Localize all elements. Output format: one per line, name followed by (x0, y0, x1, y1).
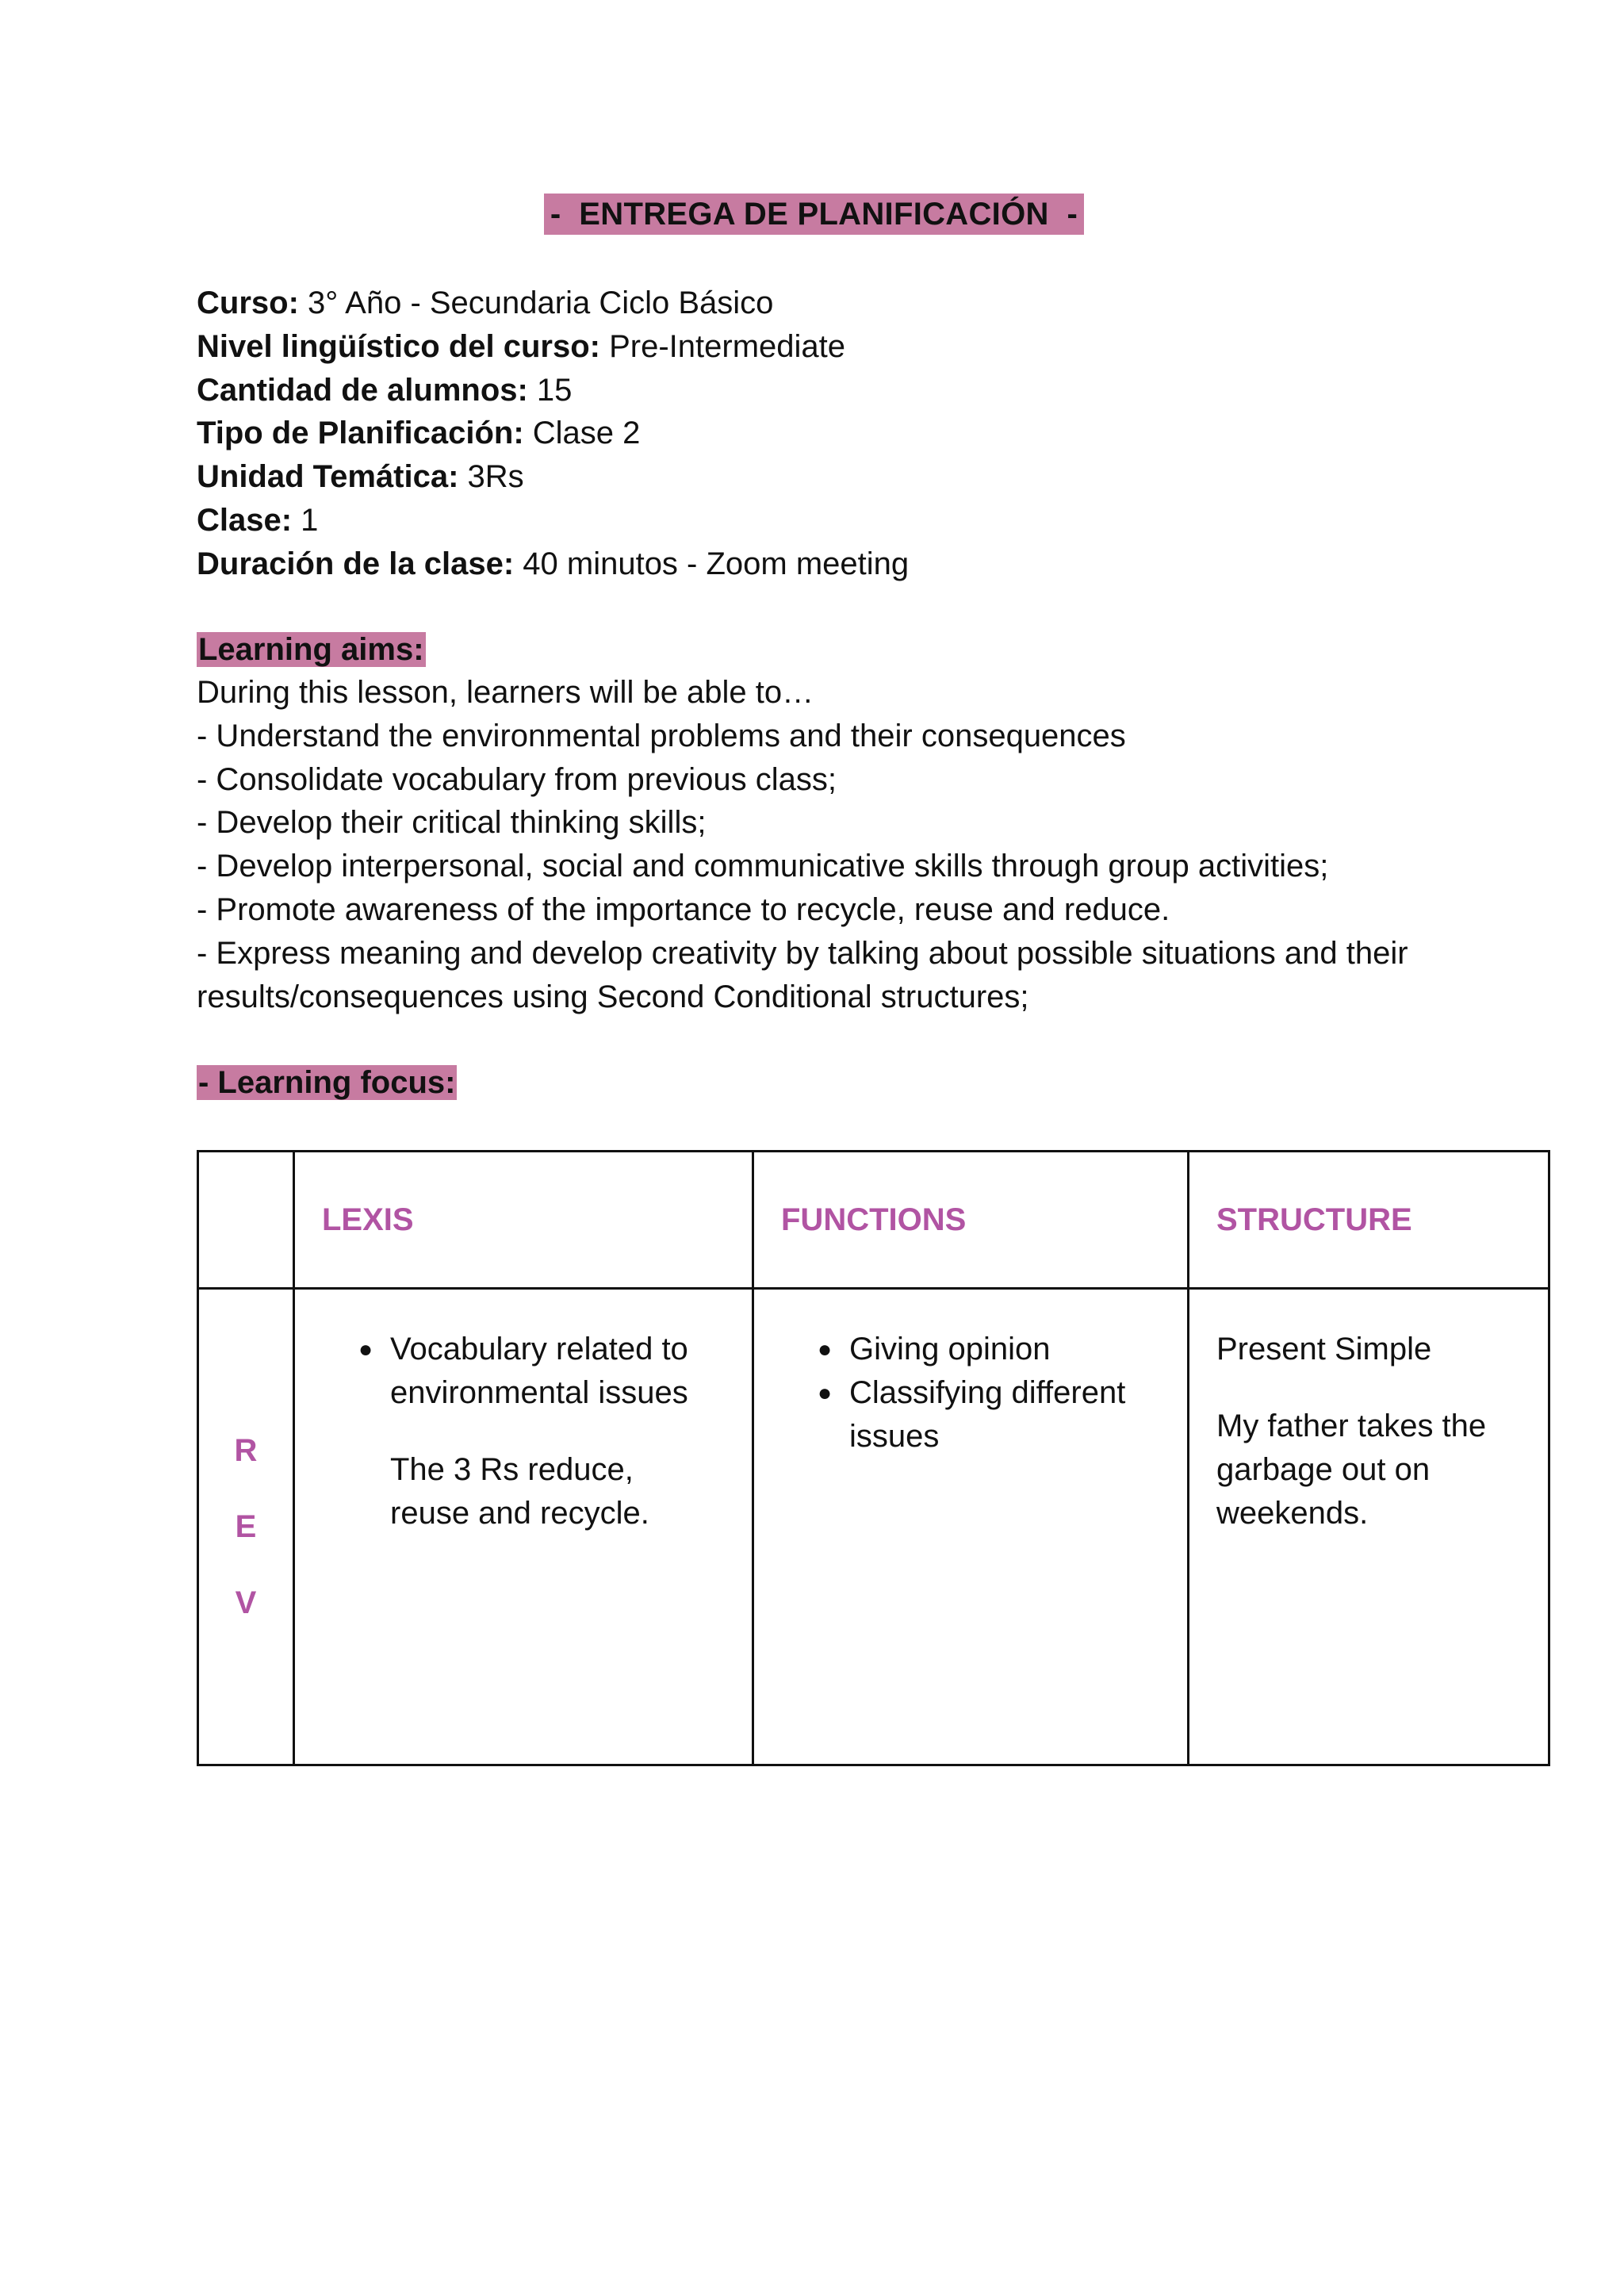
info-label: Clase: (197, 502, 293, 538)
info-label: Nivel lingüístico del curso: (197, 328, 600, 364)
lexis-list (322, 1328, 728, 1415)
info-row-nivel (197, 325, 909, 369)
aim-item: - Express meaning and develop creativity by talking about possible situations and their (197, 935, 1408, 971)
info-value: Pre-Intermediate (599, 328, 846, 364)
course-info (197, 282, 909, 586)
list-item: ● Classifying different issues (781, 1371, 1163, 1458)
rev-letter: V (235, 1585, 257, 1620)
learning-aims-heading-row (197, 628, 426, 671)
learning-focus-table (197, 1150, 1550, 1766)
functions-list (781, 1328, 1163, 1458)
info-label: Curso: (197, 286, 299, 320)
bullet-icon: ● (358, 1336, 373, 1363)
info-row-curso (197, 282, 909, 325)
structure-title: Present Simple (1216, 1332, 1432, 1366)
header-functions: FUNCTIONS (753, 1152, 1189, 1289)
title-row (0, 194, 1624, 235)
bullet-icon: ● (818, 1380, 833, 1406)
aim-item: - Promote awareness of the importance to recycle, reuse and reduce. (197, 891, 1170, 927)
rev-label-cell (198, 1289, 294, 1765)
info-label: Cantidad de alumnos: (197, 372, 528, 408)
learning-focus-heading: - Learning focus: (198, 1065, 456, 1100)
info-label: Unidad Temática: (197, 459, 459, 495)
rev-letter: R (234, 1433, 258, 1468)
info-row-tipo (197, 412, 909, 455)
info-label: Tipo de Planificación: (197, 416, 524, 451)
lexis-extra: The 3 Rs reduce, reuse and recycle. (390, 1452, 649, 1531)
bullet-icon: ● (818, 1336, 833, 1363)
aim-item: - Consolidate vocabulary from previous class; (197, 761, 837, 797)
info-value: Clase 2 (523, 416, 641, 451)
table-row-rev (198, 1289, 1549, 1765)
aim-item: - Understand the environmental problems and their consequences (197, 718, 1126, 753)
info-value: 3Rs (458, 459, 524, 495)
info-row-cantidad (197, 369, 909, 412)
learning-focus-heading-row (197, 1061, 457, 1104)
info-value: 40 minutos - Zoom meeting (514, 546, 910, 581)
table-header-row (198, 1152, 1549, 1289)
aim-item-continuation: results/consequences using Second Conditional structures; (197, 979, 1029, 1014)
structure-example: My father takes the garbage out on weekends. (1216, 1409, 1487, 1531)
lexis-cell (294, 1289, 753, 1765)
learning-aims-list (197, 671, 1481, 1018)
header-lexis: LEXIS (294, 1152, 753, 1289)
learning-aims-heading: Learning aims: (198, 632, 424, 667)
info-value: 3° Año - Secundaria Ciclo Básico (298, 286, 774, 320)
info-row-unidad (197, 455, 909, 499)
info-row-clase (197, 499, 909, 542)
structure-cell (1189, 1289, 1549, 1765)
info-value: 1 (292, 502, 319, 538)
header-empty-cell (198, 1152, 294, 1289)
document-title: - ENTREGA DE PLANIFICACIÓN - (544, 194, 1084, 235)
info-value: 15 (527, 372, 573, 408)
rev-letter: E (235, 1509, 257, 1544)
info-label: Duración de la clase: (197, 546, 515, 581)
list-item: ● Vocabulary related to environmental issues (322, 1328, 728, 1415)
list-item: ● Giving opinion (781, 1328, 1163, 1371)
header-structure: STRUCTURE (1189, 1152, 1549, 1289)
info-row-duracion (197, 542, 909, 586)
aims-intro: During this lesson, learners will be able to… (197, 675, 814, 710)
aim-item: - Develop interpersonal, social and communicative skills through group activities; (197, 849, 1329, 884)
functions-cell (753, 1289, 1189, 1765)
aim-item: - Develop their critical thinking skills; (197, 805, 707, 841)
